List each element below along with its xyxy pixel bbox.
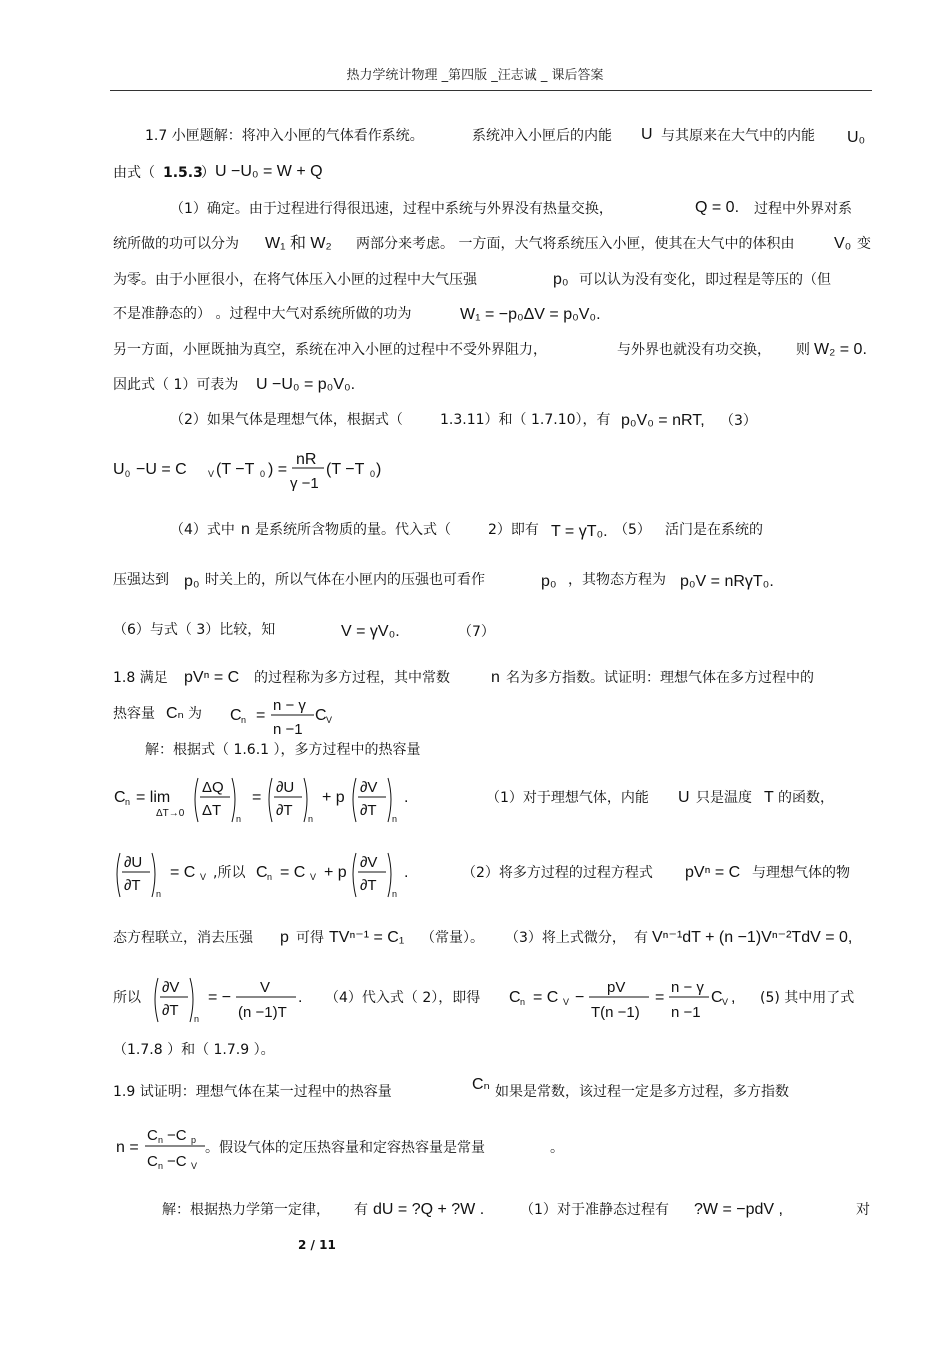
svg-text:n: n [156, 889, 162, 899]
svg-text:0: 0 [260, 469, 266, 479]
svg-text:∂T: ∂T [360, 802, 377, 819]
text: 统所做的功可以分为 [113, 236, 239, 252]
svg-text:C: C [509, 989, 521, 1006]
math-p: p [280, 929, 289, 946]
text: ,所以 [213, 865, 246, 881]
math-U: U [678, 789, 690, 806]
text: （3）将上式微分， [505, 930, 626, 946]
text: 压强达到 [113, 572, 169, 588]
svg-text:V: V [191, 1161, 198, 1171]
problem-1-8-intro: 1.8 满足 [113, 670, 168, 686]
svg-text:= C: = C [170, 864, 196, 881]
svg-text:∂T: ∂T [124, 877, 141, 894]
text: ，其物态方程为 [568, 572, 666, 588]
svg-text:V: V [563, 997, 570, 1007]
text: 时关上的，所以气体在小匣内的压强也可看作 [205, 572, 485, 588]
text: 解：根据式（ 1.6.1 ），多方过程中的热容量 [145, 742, 421, 758]
svg-text:n: n [241, 715, 247, 725]
math-n: n [241, 521, 250, 538]
math-p0: p₀ [541, 573, 557, 590]
svg-text:(T −T: (T −T [216, 461, 255, 478]
header-rule [110, 90, 872, 91]
svg-text:V: V [326, 715, 333, 725]
text: 态方程联立，消去压强 [113, 930, 253, 946]
text: ） [201, 165, 215, 181]
math-work: ?W = −pdV , [694, 1201, 783, 1218]
math-U-U0: U −U₀ = p₀V₀. [256, 376, 356, 393]
equation-dV-dT [148, 970, 308, 1028]
svg-text:−: − [575, 989, 585, 1006]
svg-text:n: n [520, 997, 526, 1007]
svg-text:∂V: ∂V [360, 779, 378, 796]
svg-text:C: C [711, 989, 723, 1006]
math-W1: W₁ = −p₀ΔV = p₀V₀. [460, 306, 601, 323]
text: 的过程称为多方过程，其中常数 [254, 670, 450, 686]
svg-text:U: U [113, 461, 125, 478]
math-Q0: Q = 0. [695, 199, 740, 216]
text: （2）将多方过程的过程方程式 [462, 865, 653, 881]
text: 则 [796, 342, 810, 358]
svg-text:V: V [722, 997, 729, 1007]
svg-text:∂U: ∂U [276, 779, 295, 796]
problem-1-9-intro: 1.9 试证明：理想气体在某一过程中的热容量 [113, 1084, 392, 1100]
text: 因此式（ 1）可表为 [113, 377, 239, 393]
math-T: T [764, 789, 774, 806]
svg-text:n: n [392, 814, 398, 824]
svg-text:= C: = C [533, 989, 559, 1006]
math-U0: U₀ [847, 129, 866, 146]
text: 对 [856, 1202, 870, 1218]
problem-1-7-intro: 1.7 小匣题解：将冲入小匣的气体看作系统。 [145, 128, 424, 144]
svg-text:= C: = C [280, 864, 306, 881]
text: 过程中外界对系 [754, 201, 852, 217]
svg-text:): ) [376, 461, 382, 478]
svg-text:∂U: ∂U [124, 854, 143, 871]
svg-text:nR: nR [296, 451, 317, 468]
svg-text:p: p [191, 1135, 197, 1145]
svg-text:T(n −1): T(n −1) [591, 1004, 640, 1021]
math-V0: V₀ [834, 235, 852, 252]
svg-text:=: = [256, 707, 266, 724]
text: (5) 其中用了式 [760, 990, 855, 1006]
svg-text:∂T: ∂T [162, 1002, 179, 1019]
svg-text:,: , [731, 989, 736, 1006]
svg-text:C: C [256, 864, 268, 881]
svg-text:.: . [404, 864, 409, 881]
text: 名为多方指数。试证明：理想气体在多方过程中的 [506, 670, 814, 686]
svg-text:n − γ: n − γ [273, 697, 306, 714]
text: 为零。由于小匣很小，在将气体压入小匣的过程中大气压强 [113, 272, 477, 288]
svg-text:+ p: + p [324, 864, 347, 881]
svg-text:n: n [158, 1161, 164, 1171]
svg-text:n − γ: n − γ [671, 979, 704, 996]
text: 。假设气体的定压热容量和定容热容量是常量 [205, 1140, 485, 1156]
text: （常量）。 [421, 930, 484, 946]
text: （2）如果气体是理想气体，根据式（ [170, 412, 403, 428]
text: （4）代入式（ 2），即得 [325, 990, 481, 1006]
svg-text:C: C [147, 1127, 158, 1144]
equation-Cn-derived [505, 970, 745, 1028]
svg-text:−C: −C [167, 1127, 187, 1144]
svg-text:n: n [125, 797, 131, 807]
svg-text:∂V: ∂V [162, 979, 180, 996]
text: 热容量 [113, 706, 155, 722]
svg-text:n =: n = [116, 1139, 139, 1156]
svg-text:n: n [236, 814, 242, 824]
text: 如果是常数，该过程一定是多方过程，多方指数 [495, 1084, 789, 1100]
math-p0: p₀ [184, 573, 200, 590]
svg-text:n −1: n −1 [671, 1004, 701, 1021]
equation-number: （5） [614, 522, 651, 538]
text: 系统冲入小匣后的内能 [472, 128, 612, 144]
svg-text:C: C [114, 789, 126, 806]
svg-text:ΔQ: ΔQ [202, 779, 224, 796]
equation-internal-energy [110, 442, 400, 498]
svg-text:=: = [252, 789, 262, 806]
text: 解：根据热力学第一定律， [162, 1202, 330, 1218]
svg-text:(n −1)T: (n −1)T [238, 1004, 287, 1021]
text: 活门是在系统的 [665, 522, 763, 538]
math-eq-1-5-3: U −U₀ = W + Q [215, 163, 323, 180]
text: （4）式中 [170, 522, 235, 538]
text: 的函数， [778, 790, 834, 806]
svg-text:V: V [208, 469, 215, 479]
svg-text:n −1: n −1 [273, 721, 303, 738]
svg-text:0: 0 [370, 469, 376, 479]
math-U: U [641, 126, 653, 143]
math-first-law: dU = ?Q + ?W . [373, 1201, 485, 1218]
svg-text:C: C [230, 707, 242, 724]
svg-text:V: V [310, 872, 317, 882]
text: 不是准静态的） 。过程中大气对系统所做的功为 [113, 306, 412, 322]
svg-text:+ p: + p [322, 789, 345, 806]
svg-text:γ −1: γ −1 [290, 475, 319, 492]
svg-text:∂V: ∂V [360, 854, 378, 871]
svg-text:n: n [194, 1014, 200, 1024]
svg-text:n: n [308, 814, 314, 824]
svg-text:= −: = − [208, 989, 232, 1006]
equation-Cn-limit [110, 770, 420, 828]
text: 为 [188, 706, 202, 722]
text: 2）即有 [488, 522, 539, 538]
math-W2: W₂ = 0. [814, 341, 867, 358]
math-pVn-C: pVⁿ = C [184, 669, 240, 686]
equation-Cn-expansion [252, 845, 422, 903]
svg-text:V: V [200, 872, 207, 882]
math-Cn: Cₙ [472, 1076, 490, 1093]
math-Cn: Cₙ [166, 705, 184, 722]
text: 有 [634, 930, 648, 946]
text: 有 [354, 1202, 368, 1218]
text: 对于准静态过程有 [557, 1202, 669, 1218]
text: 可以认为没有变化，即过程是等压的（但 [579, 272, 831, 288]
svg-text:) =: ) = [268, 461, 288, 478]
text: 。 [550, 1140, 564, 1156]
svg-text:∂T: ∂T [276, 802, 293, 819]
text: （1）对于理想气体，内能 [486, 790, 649, 806]
svg-text:=: = [655, 989, 665, 1006]
equation-number: （1） [520, 1202, 557, 1218]
svg-text:n: n [392, 889, 398, 899]
math-pVn-C: pVⁿ = C [685, 864, 741, 881]
equation-Cn-result [226, 690, 346, 740]
math-differential: Vⁿ⁻¹dT + (n −1)Vⁿ⁻²TdV = 0, [652, 929, 853, 946]
math-V-gamma: V = γV₀. [341, 623, 400, 640]
svg-text:∂T: ∂T [360, 877, 377, 894]
text: 与理想气体的物 [752, 865, 850, 881]
math-T-gamma: T = γT₀. [551, 523, 608, 540]
svg-text:pV: pV [607, 979, 626, 996]
text: 与其原来在大气中的内能 [661, 128, 815, 144]
svg-text:ΔT: ΔT [202, 802, 222, 819]
svg-text:(T −T: (T −T [326, 461, 365, 478]
equation-number: （3） [720, 413, 757, 429]
svg-text:−C: −C [167, 1153, 187, 1170]
text: 变 [857, 236, 871, 252]
math-n: n [491, 669, 500, 686]
text: 另一方面，小匣既抽为真空，系统在冲入小匣的过程中不受外界阻力， [113, 342, 547, 358]
svg-text:0: 0 [125, 469, 131, 479]
text: 只是温度 [696, 790, 752, 806]
math-W1W2: W₁ 和 W₂ [265, 235, 332, 252]
page-number: 2 / 11 [298, 1238, 336, 1252]
svg-text:= lim: = lim [136, 789, 171, 806]
math-pV-nRT: p₀V₀ = nRT, [621, 412, 705, 429]
equation-ref: 1.5.3 [163, 165, 203, 181]
svg-text:.: . [404, 789, 409, 806]
text: 两部分来考虑。 一方面，大气将系统压入小匣，使其在大气中的体积由 [356, 236, 795, 252]
math-TVn-C1: TVⁿ⁻¹ = C₁ [329, 929, 405, 946]
svg-text:.: . [298, 989, 303, 1006]
svg-text:ΔT→0: ΔT→0 [156, 808, 185, 819]
text: 可得 [296, 930, 324, 946]
equation-n-index [113, 1118, 213, 1176]
text: 是系统所含物质的量。代入式（ [255, 522, 451, 538]
math-p0: p₀ [553, 271, 569, 288]
svg-text:V: V [260, 979, 271, 996]
page-header: 热力学统计物理 _第四版 _汪志诚 _ 课后答案 [346, 68, 604, 83]
math-state-eq: p₀V = nRγT₀. [680, 573, 774, 590]
svg-text:n: n [267, 872, 273, 882]
svg-text:C: C [147, 1153, 158, 1170]
equation-dU-dT [110, 845, 216, 903]
text: 由式（ [113, 165, 155, 181]
svg-text:C: C [315, 707, 327, 724]
text: 与外界也就没有功交换， [617, 342, 771, 358]
text: （1）确定。由于过程进行得很迅速，过程中系统与外界没有热量交换， [170, 201, 613, 217]
text: 所以 [113, 990, 141, 1006]
svg-text:n: n [158, 1135, 164, 1145]
text: （6）与式（ 3）比较，知 [113, 622, 276, 638]
text: （1.7.8 ）和（ 1.7.9 ）。 [113, 1042, 275, 1058]
equation-number: （7） [458, 624, 495, 640]
svg-text:−U = C: −U = C [136, 461, 187, 478]
equation-ref: 1.3.11）和（ 1.7.10），有 [440, 412, 611, 428]
